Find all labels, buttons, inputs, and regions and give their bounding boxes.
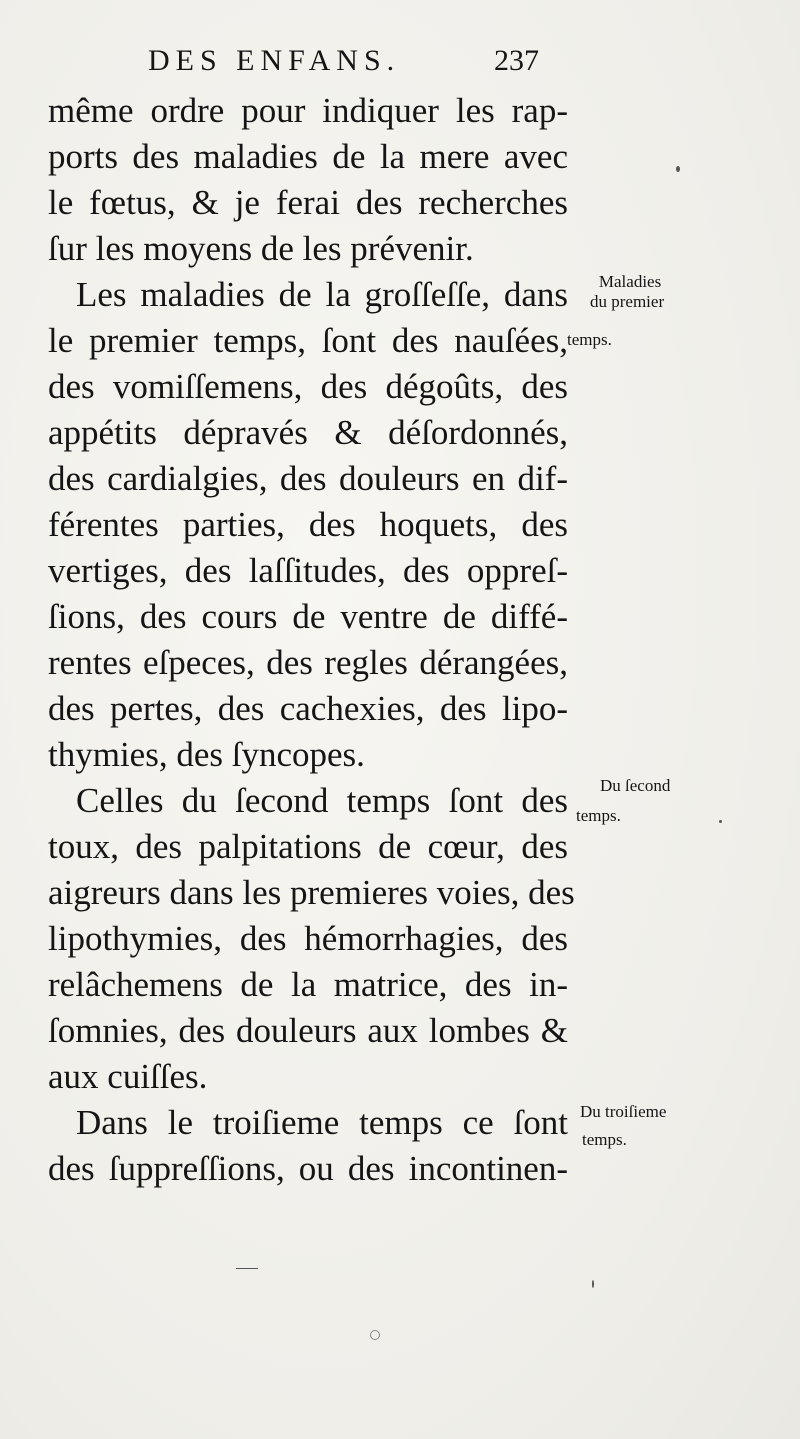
text-line: férentes parties, des hoquets, des — [48, 505, 568, 544]
running-head — [0, 40, 800, 90]
text-line: des vomiſſemens, des dégoûts, des — [48, 367, 568, 406]
running-head-title: DES ENFANS. — [148, 44, 401, 77]
margin-note-line: temps. — [582, 1130, 627, 1149]
text-line: le premier temps, ſont des nauſées, — [48, 321, 568, 360]
text-line: ſomnies, des douleurs aux lombes & — [48, 1011, 568, 1050]
text-line: des cardialgies, des douleurs en dif- — [48, 459, 568, 498]
margin-note-line: temps. — [567, 330, 612, 349]
text-line: thymies, des ſyncopes. — [48, 735, 365, 774]
margin-note-first-period — [590, 272, 665, 312]
text-line: appétits dépravés & déſordonnés, — [48, 413, 568, 452]
margin-note-line: du premier — [590, 292, 665, 311]
text-line: rentes eſpeces, des regles dérangées, — [48, 643, 568, 682]
text-line: des pertes, des cachexies, des lipo- — [48, 689, 568, 728]
ink-speck — [370, 1330, 380, 1340]
ink-speck — [676, 166, 680, 172]
text-line: ports des maladies de la mere avec — [48, 137, 568, 176]
text-line: ſur les moyens de les prévenir. — [48, 229, 474, 268]
margin-note-line: Du troiſieme — [580, 1102, 667, 1121]
text-line: aux cuiſſes. — [48, 1057, 208, 1096]
margin-note-line: Du ſecond — [600, 776, 671, 795]
margin-note-second-period — [600, 776, 670, 796]
text-line: aigreurs dans les premieres voies, des — [48, 873, 575, 912]
text-line: ſions, des cours de ventre de diffé- — [48, 597, 568, 636]
text-line: lipothymies, des hémorrhagies, des — [48, 919, 568, 958]
text-line: le fœtus, & je ferai des recherches — [48, 183, 568, 222]
text-line: des ſuppreſſions, ou des incontinen- — [48, 1149, 568, 1188]
text-line: même ordre pour indiquer les rap- — [48, 91, 568, 130]
text-line: Celles du ſecond temps ſont des — [76, 781, 568, 820]
text-line: Les maladies de la groſſeſſe, dans — [76, 275, 568, 314]
ink-speck — [719, 820, 722, 823]
margin-note-line: temps. — [576, 806, 621, 825]
text-line: vertiges, des laſſitudes, des oppreſ- — [48, 551, 568, 590]
text-line: toux, des palpitations de cœur, des — [48, 827, 568, 866]
page-number: 237 — [494, 44, 539, 77]
margin-note-line: Maladies — [598, 272, 662, 291]
ink-speck — [236, 1268, 258, 1269]
ink-speck — [592, 1280, 594, 1288]
margin-note-third-period — [580, 1102, 666, 1122]
text-line: relâchemens de la matrice, des in- — [48, 965, 568, 1004]
text-line: Dans le troiſieme temps ce ſont — [76, 1103, 568, 1142]
